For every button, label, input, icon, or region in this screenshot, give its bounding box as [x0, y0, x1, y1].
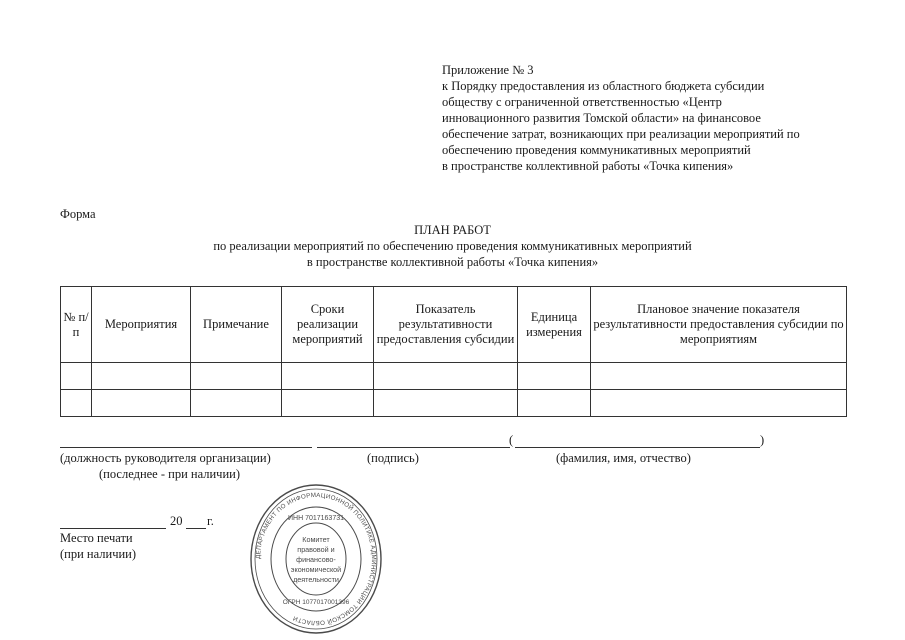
header-deadlines: Сроки реализации мероприятий [282, 287, 374, 363]
date-year-suffix: г. [207, 514, 214, 528]
plan-title-line: ПЛАН РАБОТ [414, 223, 491, 237]
table-cell[interactable] [518, 390, 591, 417]
table-cell[interactable] [518, 363, 591, 390]
table-cell[interactable] [92, 390, 191, 417]
stamp-center-line: финансово- [296, 555, 336, 564]
table-cell[interactable] [61, 363, 92, 390]
signature-line[interactable] [317, 447, 510, 448]
appendix-line: Приложение № 3 [442, 63, 534, 77]
header-note: Примечание [191, 287, 282, 363]
name-label: (фамилия, имя, отчество) [556, 451, 691, 465]
seal-note: (при наличии) [60, 547, 137, 561]
table-row [61, 363, 847, 390]
plan-title [0, 222, 905, 270]
position-note: (последнее - при наличии) [99, 467, 240, 481]
stamp-center-line: деятельности [293, 575, 339, 584]
stamp-ring-text: ДЕПАРТАМЕНТ ПО ИНФОРМАЦИОННОЙ ПОЛИТИКЕ АДМИНИСТРАЦИИ ТОМСКОЙ ОБЛАСТИ [254, 491, 378, 627]
table-cell[interactable] [61, 390, 92, 417]
table-cell[interactable] [374, 363, 518, 390]
name-close-paren: ) [760, 433, 765, 447]
table-cell[interactable] [191, 363, 282, 390]
date-year-line[interactable] [186, 528, 206, 529]
table-cell[interactable] [374, 390, 518, 417]
appendix-line: в пространстве коллективной работы «Точка кипения» [442, 159, 734, 173]
appendix-header [442, 62, 862, 174]
date-century: 20 [170, 514, 183, 528]
seal-place-label: Место печати [60, 531, 133, 545]
table-header-row [61, 287, 847, 363]
name-open-paren: ( [509, 433, 514, 447]
plan-table [60, 286, 847, 417]
header-number: № п/п [61, 287, 92, 363]
table-cell[interactable] [282, 363, 374, 390]
table-cell[interactable] [591, 390, 847, 417]
stamp-ogrn: ОГРН 1077017001396 [282, 599, 350, 606]
signature-label: (подпись) [367, 451, 419, 465]
plan-subtitle-line: в пространстве коллективной работы «Точка кипения» [306, 255, 599, 269]
appendix-line: обеспечение затрат, возникающих при реализации мероприятий по [442, 127, 800, 141]
position-line[interactable] [60, 447, 312, 448]
position-label: (должность руководителя организации) [60, 451, 271, 465]
appendix-line: обеспечению проведения коммуникативных мероприятий [442, 143, 751, 157]
appendix-line: к Порядку предоставления из областного бюджета субсидии [442, 79, 765, 93]
plan-subtitle-line: по реализации мероприятий по обеспечению проведения коммуникативных мероприятий [213, 239, 692, 253]
stamp-center-line: экономической [290, 565, 342, 574]
header-unit: Единица измерения [518, 287, 591, 363]
date-day-line[interactable] [60, 528, 166, 529]
appendix-line: обществу с ограниченной ответственностью «Центр [442, 95, 722, 109]
table-row [61, 390, 847, 417]
appendix-line: инновационного развития Томской области» на финансовое [442, 111, 761, 125]
table-cell[interactable] [591, 363, 847, 390]
form-label: Форма [60, 207, 96, 221]
table-cell[interactable] [191, 390, 282, 417]
header-indicator: Показатель результативности предоставления субсидии [374, 287, 518, 363]
stamp-center-line: Комитет [302, 535, 330, 544]
header-planned-value: Плановое значение показателя результативности предоставления субсидии по мероприятиям [591, 287, 847, 363]
table-cell[interactable] [282, 390, 374, 417]
stamp-inn: ИНН 7017163731 [287, 515, 345, 522]
table-cell[interactable] [92, 363, 191, 390]
header-activities: Мероприятия [92, 287, 191, 363]
official-stamp [249, 482, 383, 636]
name-line[interactable] [515, 447, 760, 448]
stamp-center-line: правовой и [297, 545, 335, 554]
